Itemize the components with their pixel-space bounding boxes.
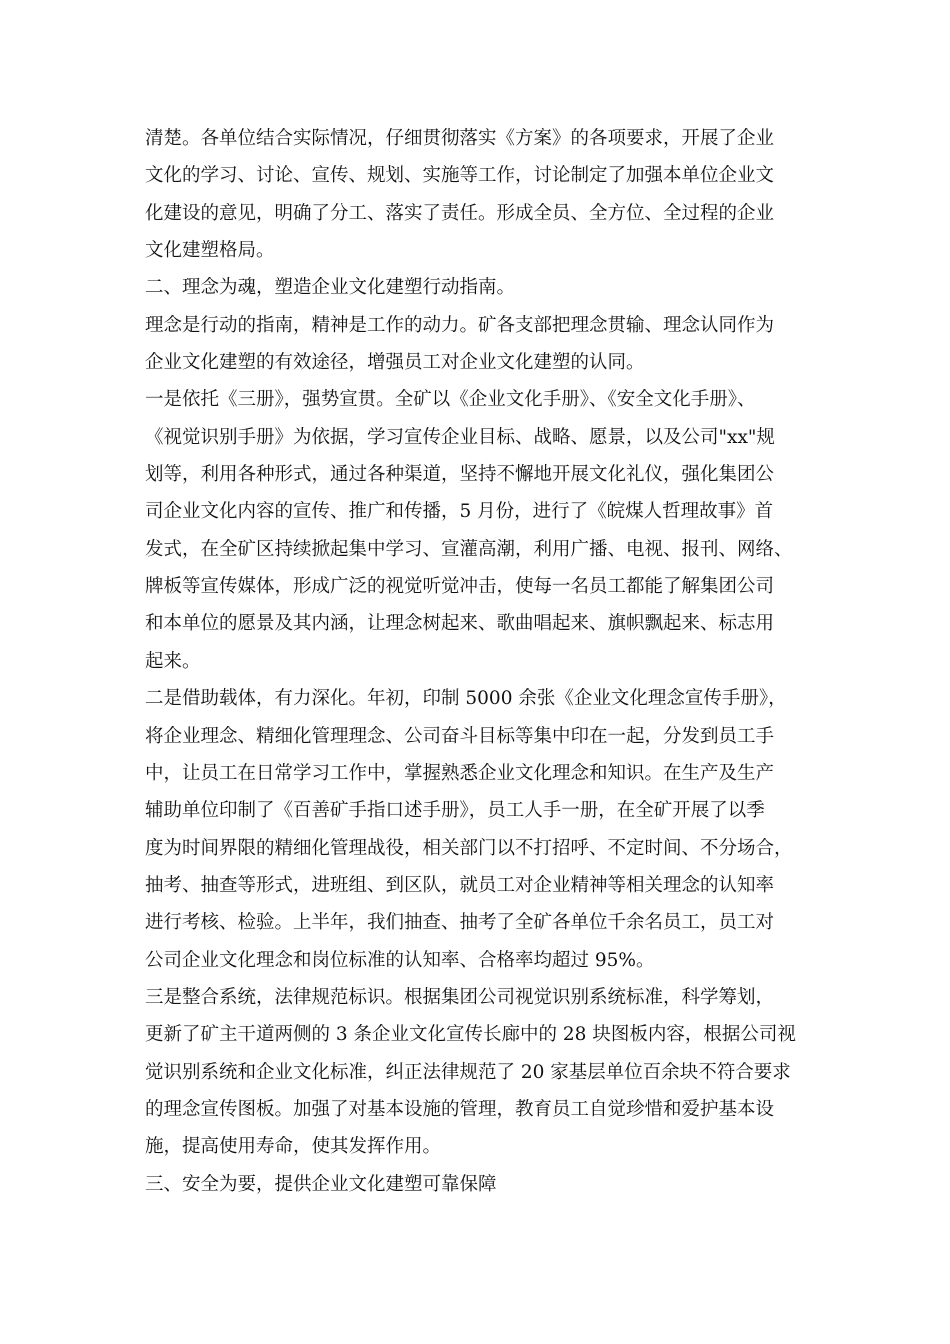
text-line: 牌板等宣传媒体，形成广泛的视觉听觉冲击，使每一名员工都能了解集团公司 [145, 576, 775, 598]
text-line: 起来。 [145, 650, 201, 672]
text-line: 发式，在全矿区持续掀起集中学习、宣灌高潮，利用广播、电视、报刊、网络、 [145, 538, 793, 560]
text-line: 和本单位的愿景及其内涵，让理念树起来、歌曲唱起来、旗帜飘起来、标志用 [145, 613, 775, 635]
text-line: 理念是行动的指南，精神是工作的动力。矿各支部把理念贯输、理念认同作为 [145, 314, 775, 336]
text-line: 清楚。各单位结合实际情况，仔细贯彻落实《方案》的各项要求，开展了企业 [145, 128, 775, 149]
text-line: 将企业理念、精细化管理理念、公司奋斗目标等集中印在一起，分发到员工手 [145, 725, 775, 747]
text-line: 中，让员工在日常学习工作中，掌握熟悉企业文化理念和知识。在生产及生产 [145, 762, 775, 784]
section-heading: 二、理念为魂，塑造企业文化建塑行动指南。 [145, 277, 516, 299]
text-line: 划等，利用各种形式，通过各种渠道，坚持不懈地开展文化礼仪，强化集团公 [145, 464, 775, 486]
text-line: 觉识别系统和企业文化标准，纠正法律规范了 20 家基层单位百余块不符合要求 [145, 1061, 791, 1083]
text-line: 辅助单位印制了《百善矿手指口述手册》，员工人手一册，在全矿开展了以季 [145, 800, 765, 822]
text-line: 企业文化建塑的有效途径，增强员工对企业文化建塑的认同。 [145, 352, 645, 374]
text-line: 抽考、抽查等形式，进班组、到区队，就员工对企业精神等相关理念的认知率 [145, 874, 775, 896]
text-line: 《视觉识别手册》为依据，学习宣传企业目标、战略、愿景，以及公司"xx"规 [145, 426, 775, 448]
text-line: 施，提高使用寿命，使其发挥作用。 [145, 1136, 442, 1158]
text-line: 进行考核、检验。上半年，我们抽查、抽考了全矿各单位千余名员工，员工对 [145, 912, 775, 934]
text-line: 化建设的意见，明确了分工、落实了责任。形成全员、全方位、全过程的企业 [145, 202, 775, 224]
text-line: 三是整合系统，法律规范标识。根据集团公司视觉识别系统标准，科学筹划， [145, 986, 775, 1008]
text-line: 一是依托《三册》，强势宣贯。全矿以《企业文化手册》、《安全文化手册》、 [145, 389, 756, 411]
text-line: 度为时间界限的精细化管理战役，相关部门以不打招呼、不定时间、不分场合， [145, 837, 793, 859]
text-line: 更新了矿主干道两侧的 3 条企业文化宣传长廊中的 28 块图板内容，根据公司视 [145, 1024, 796, 1046]
text-line: 二是借助载体，有力深化。年初，印制 5000 余张《企业文化理念宣传手册》， [145, 688, 787, 710]
text-line: 的理念宣传图板。加强了对基本设施的管理，教育员工自觉珍惜和爱护基本设 [145, 1098, 775, 1120]
section-heading: 三、安全为要，提供企业文化建塑可靠保障 [145, 1173, 497, 1195]
text-line: 司企业文化内容的宣传、推广和传播，5 月份，进行了《皖煤人哲理故事》首 [145, 501, 774, 523]
text-line: 文化建塑格局。 [145, 240, 275, 262]
document-body [145, 120, 825, 1203]
text-line: 公司企业文化理念和岗位标准的认知率、合格率均超过 95%。 [145, 949, 655, 971]
text-line: 文化的学习、讨论、宣传、规划、实施等工作，讨论制定了加强本单位企业文 [145, 165, 775, 187]
